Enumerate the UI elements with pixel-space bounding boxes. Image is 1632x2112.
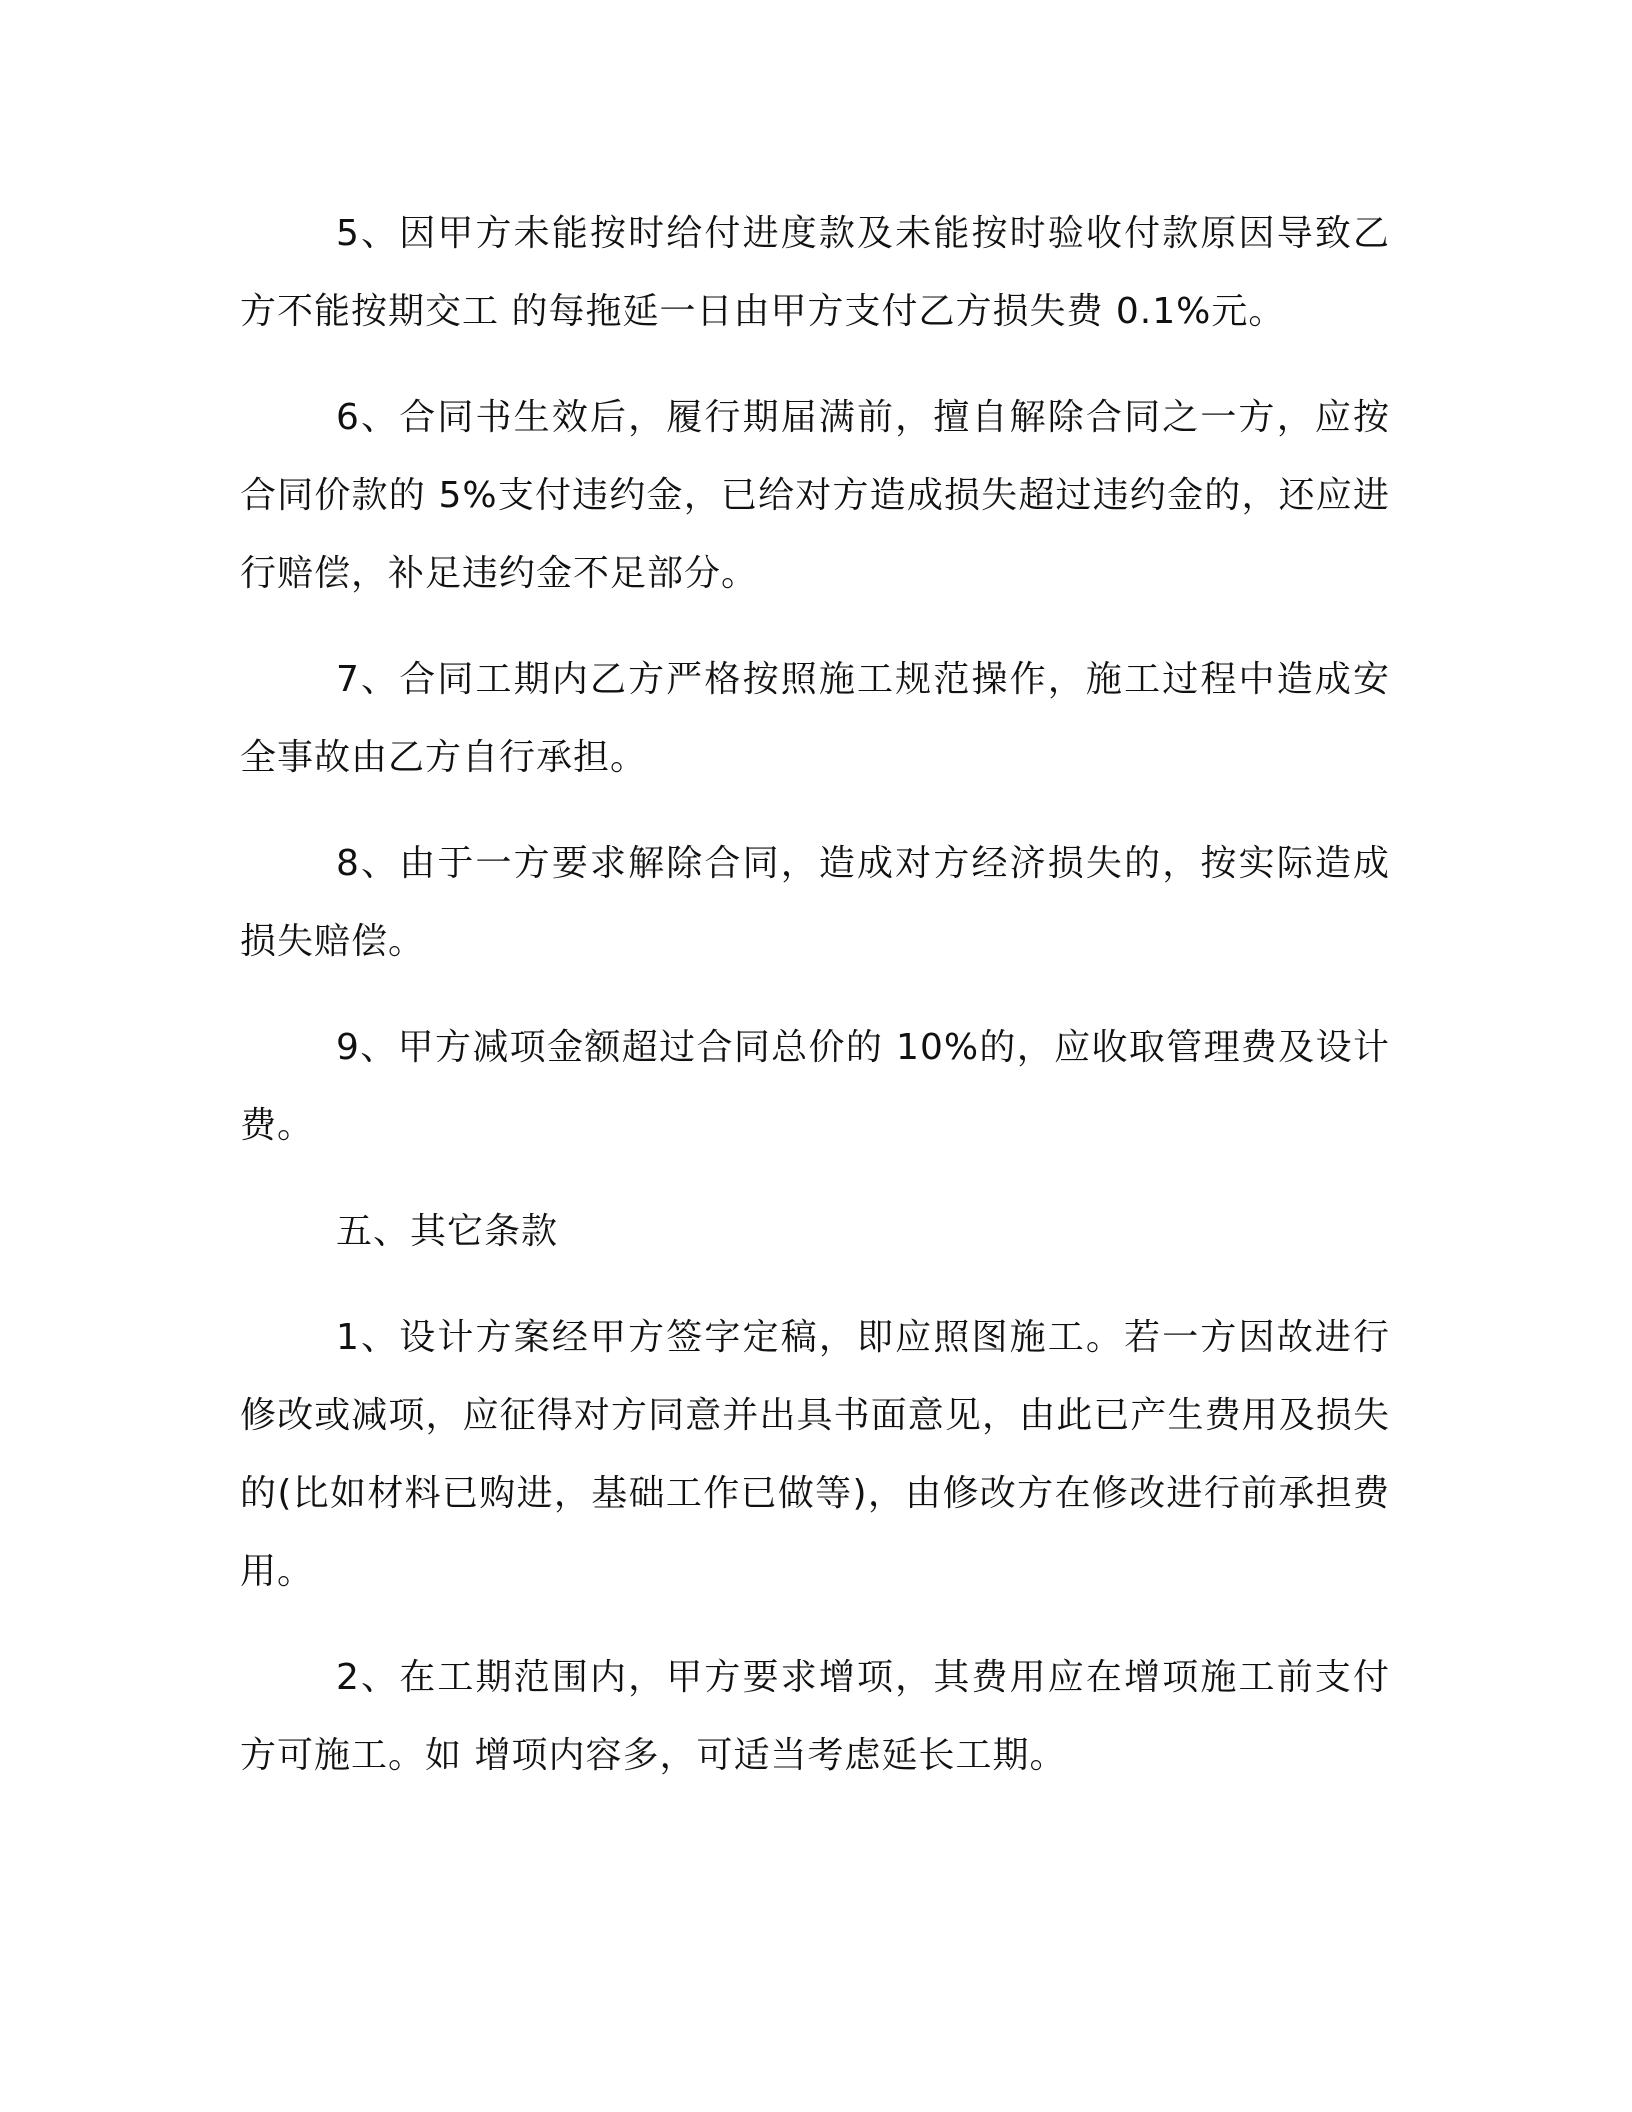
- section-clause-1: 1、设计方案经甲方签字定稿，即应照图施工。若一方因故进行修改或减项，应征得对方同意并出具书面意见，由此已产生费用及损失的(比如材料已购进，基础工作已做等)，由修改方在修改进行前承担费用。: [240, 1317, 1390, 1592]
- clause-5: 5、因甲方未能按时给付进度款及未能按时验收付款原因导致乙方不能按期交工 的每拖延一日由甲方支付乙方损失费 0.1%元。: [240, 213, 1390, 332]
- section-clause-2: 2、在工期范围内，甲方要求增项，其费用应在增项施工前支付方可施工。如 增项内容多，可适当考虑延长工期。: [240, 1657, 1390, 1776]
- document-page: [240, 195, 1390, 1823]
- clause-7: 7、合同工期内乙方严格按照施工规范操作，施工过程中造成安全事故由乙方自行承担。: [240, 659, 1390, 778]
- clause-6: 6、合同书生效后，履行期届满前，擅自解除合同之一方，应按合同价款的 5%支付违约金，已给对方造成损失超过违约金的，还应进行赔偿，补足违约金不足部分。: [240, 397, 1390, 594]
- section-heading: 五、其它条款: [336, 1211, 559, 1252]
- clause-9: 9、甲方减项金额超过合同总价的 10%的，应收取管理费及设计费。: [240, 1027, 1390, 1146]
- clause-8: 8、由于一方要求解除合同，造成对方经济损失的，按实际造成损失赔偿。: [240, 843, 1390, 962]
